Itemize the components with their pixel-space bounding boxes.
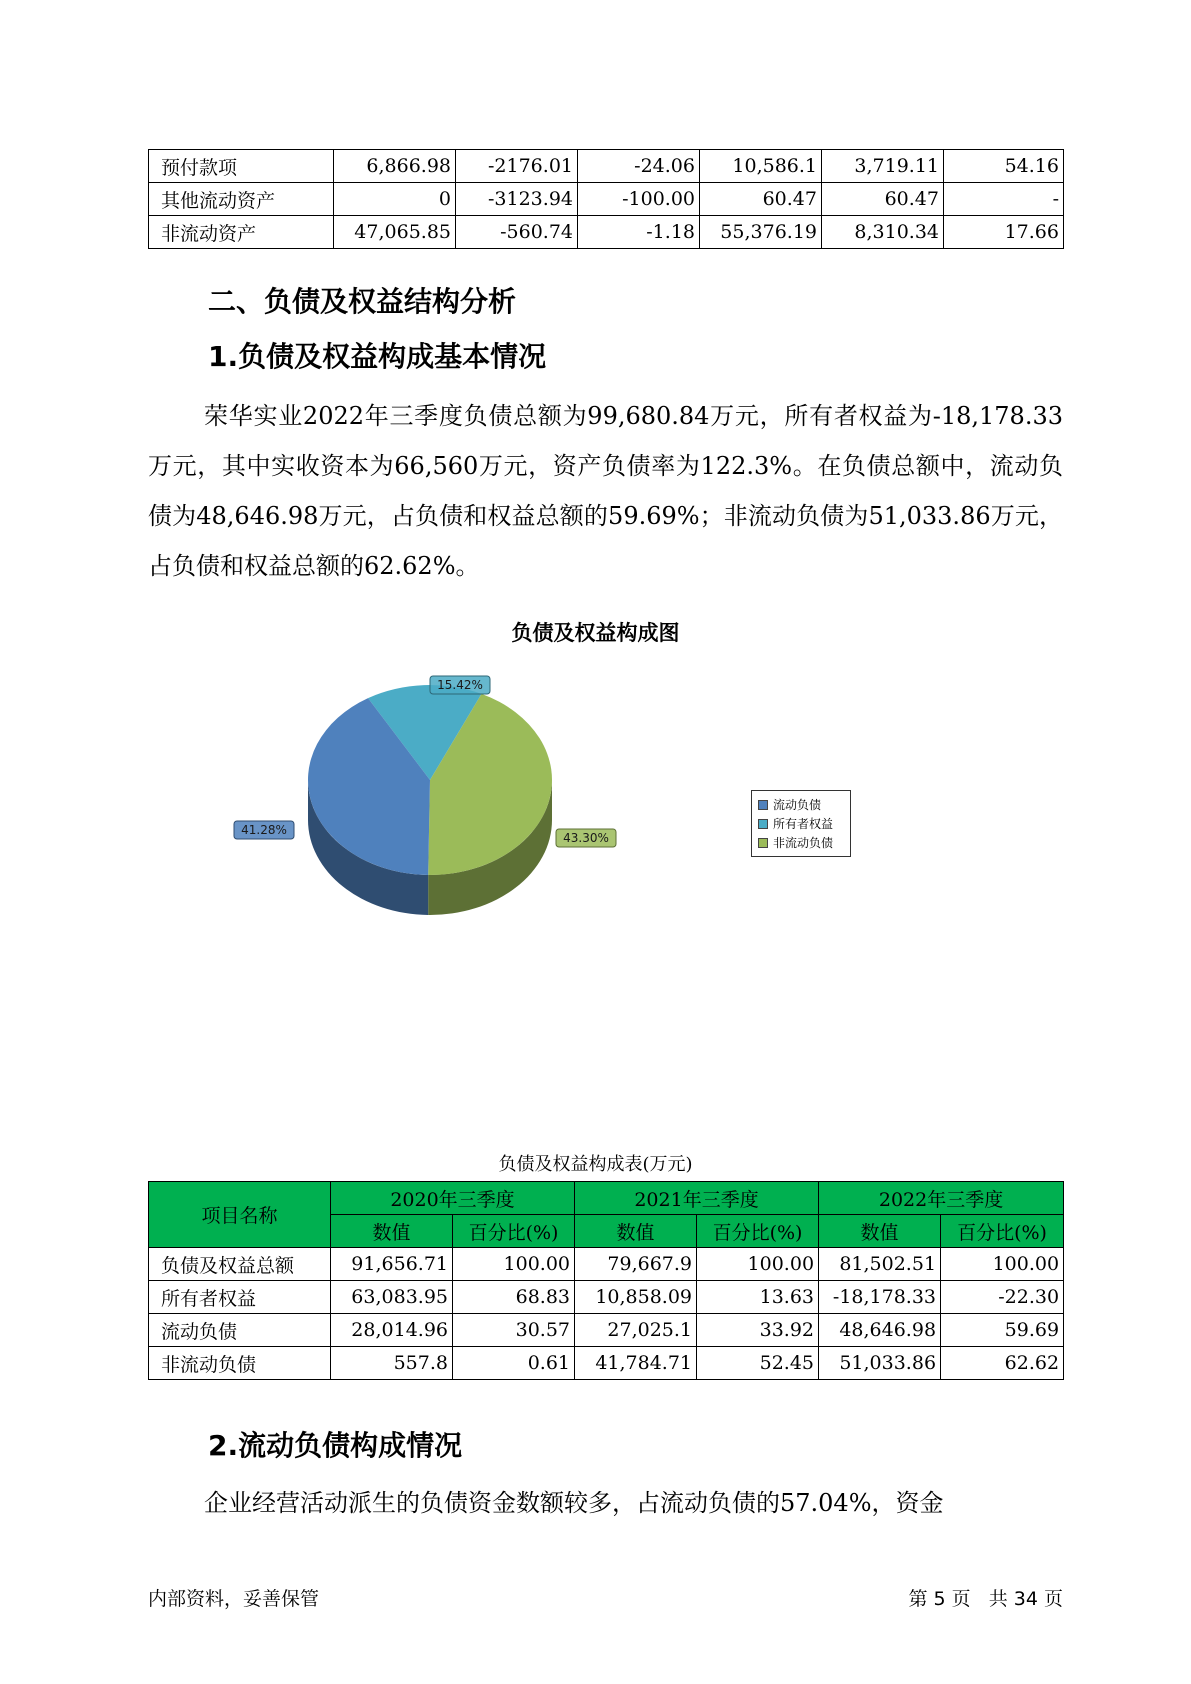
cell: 54.16 <box>944 150 1064 183</box>
legend-label: 所有者权益 <box>773 817 834 831</box>
legend-item <box>758 814 844 833</box>
header-value: 数值 <box>331 1215 453 1248</box>
table-row <box>149 1347 1064 1380</box>
cell: 10,858.09 <box>575 1281 697 1314</box>
row-label: 所有者权益 <box>149 1281 331 1314</box>
cell: 27,025.1 <box>575 1314 697 1347</box>
cell: 47,065.85 <box>334 216 456 249</box>
liability-equity-table <box>148 1181 1064 1380</box>
cell: 68.83 <box>453 1281 575 1314</box>
cell: 0 <box>334 183 456 216</box>
cell: 13.63 <box>697 1281 819 1314</box>
cell: 62.62 <box>941 1347 1064 1380</box>
header-pct: 百分比(%) <box>697 1215 819 1248</box>
table-row <box>149 1314 1064 1347</box>
cell: -1.18 <box>578 216 700 249</box>
header-period: 2020年三季度 <box>331 1182 575 1215</box>
cell: -560.74 <box>456 216 578 249</box>
row-label: 预付款项 <box>149 150 334 183</box>
header-value: 数值 <box>575 1215 697 1248</box>
cell: -3123.94 <box>456 183 578 216</box>
header-row <box>149 1182 1064 1215</box>
cell: 60.47 <box>700 183 822 216</box>
cell: 17.66 <box>944 216 1064 249</box>
cell: 33.92 <box>697 1314 819 1347</box>
cell: 28,014.96 <box>331 1314 453 1347</box>
cell: 79,667.9 <box>575 1248 697 1281</box>
cell: -24.06 <box>578 150 700 183</box>
cell: 100.00 <box>941 1248 1064 1281</box>
section-heading: 二、负债及权益结构分析 <box>208 285 517 318</box>
cell: 51,033.86 <box>819 1347 941 1380</box>
legend-label: 非流动负债 <box>773 836 834 850</box>
legend-item <box>758 795 844 814</box>
cell: 3,719.11 <box>822 150 944 183</box>
chart-legend <box>751 790 851 857</box>
body-paragraph: 企业经营活动派生的负债资金数额较多，占流动负债的57.04%，资金 <box>204 1489 944 1517</box>
cell: 41,784.71 <box>575 1347 697 1380</box>
cell: 100.00 <box>697 1248 819 1281</box>
table-caption: 负债及权益构成表(万元) <box>498 1154 693 1175</box>
legend-swatch <box>758 800 768 810</box>
header-item: 项目名称 <box>149 1182 331 1248</box>
row-label: 负债及权益总额 <box>149 1248 331 1281</box>
row-label: 其他流动资产 <box>149 183 334 216</box>
cell: -2176.01 <box>456 150 578 183</box>
cell: 81,502.51 <box>819 1248 941 1281</box>
cell: 6,866.98 <box>334 150 456 183</box>
cell: 10,586.1 <box>700 150 822 183</box>
header-period: 2021年三季度 <box>575 1182 819 1215</box>
subsection-heading: 1.负债及权益构成基本情况 <box>208 340 547 373</box>
cell: 48,646.98 <box>819 1314 941 1347</box>
row-label: 非流动资产 <box>149 216 334 249</box>
cell: 55,376.19 <box>700 216 822 249</box>
subsection-heading: 2.流动负债构成情况 <box>208 1429 463 1462</box>
legend-swatch <box>758 838 768 848</box>
cell: 8,310.34 <box>822 216 944 249</box>
cell: -100.00 <box>578 183 700 216</box>
cell: 91,656.71 <box>331 1248 453 1281</box>
table-row <box>149 1281 1064 1314</box>
legend-item <box>758 833 844 852</box>
cell: 557.8 <box>331 1347 453 1380</box>
legend-swatch <box>758 819 768 829</box>
page-number: 第 5 页 共 34 页 <box>908 1588 1063 1610</box>
data-label: 41.28% <box>241 823 287 837</box>
legend-label: 流动负债 <box>773 798 822 812</box>
chart-title: 负债及权益构成图 <box>511 621 680 645</box>
cell: 63,083.95 <box>331 1281 453 1314</box>
cell: 100.00 <box>453 1248 575 1281</box>
cell: -18,178.33 <box>819 1281 941 1314</box>
header-period: 2022年三季度 <box>819 1182 1064 1215</box>
cell: 60.47 <box>822 183 944 216</box>
header-value: 数值 <box>819 1215 941 1248</box>
footer-confidential: 内部资料，妥善保管 <box>148 1588 320 1610</box>
cell: 59.69 <box>941 1314 1064 1347</box>
row-label: 流动负债 <box>149 1314 331 1347</box>
data-label: 15.42% <box>437 678 483 692</box>
cell: 52.45 <box>697 1347 819 1380</box>
data-label: 43.30% <box>563 831 609 845</box>
header-pct: 百分比(%) <box>941 1215 1064 1248</box>
header-pct: 百分比(%) <box>453 1215 575 1248</box>
cell: 0.61 <box>453 1347 575 1380</box>
cell: -22.30 <box>941 1281 1064 1314</box>
cell: 30.57 <box>453 1314 575 1347</box>
body-paragraph: 荣华实业2022年三季度负债总额为99,680.84万元，所有者权益为-18,178.33万元，其中实收资本为66,560万元，资产负债率为122.3%。在负债总额中，流动负债为48,646.98万元，占负债和权益总额的59.69%；非流动负债为51,033.86万元，占负债和权益总额的62.62%。 <box>148 402 1063 580</box>
row-label: 非流动负债 <box>149 1347 331 1380</box>
cell: - <box>944 183 1064 216</box>
table-row <box>149 1248 1064 1281</box>
